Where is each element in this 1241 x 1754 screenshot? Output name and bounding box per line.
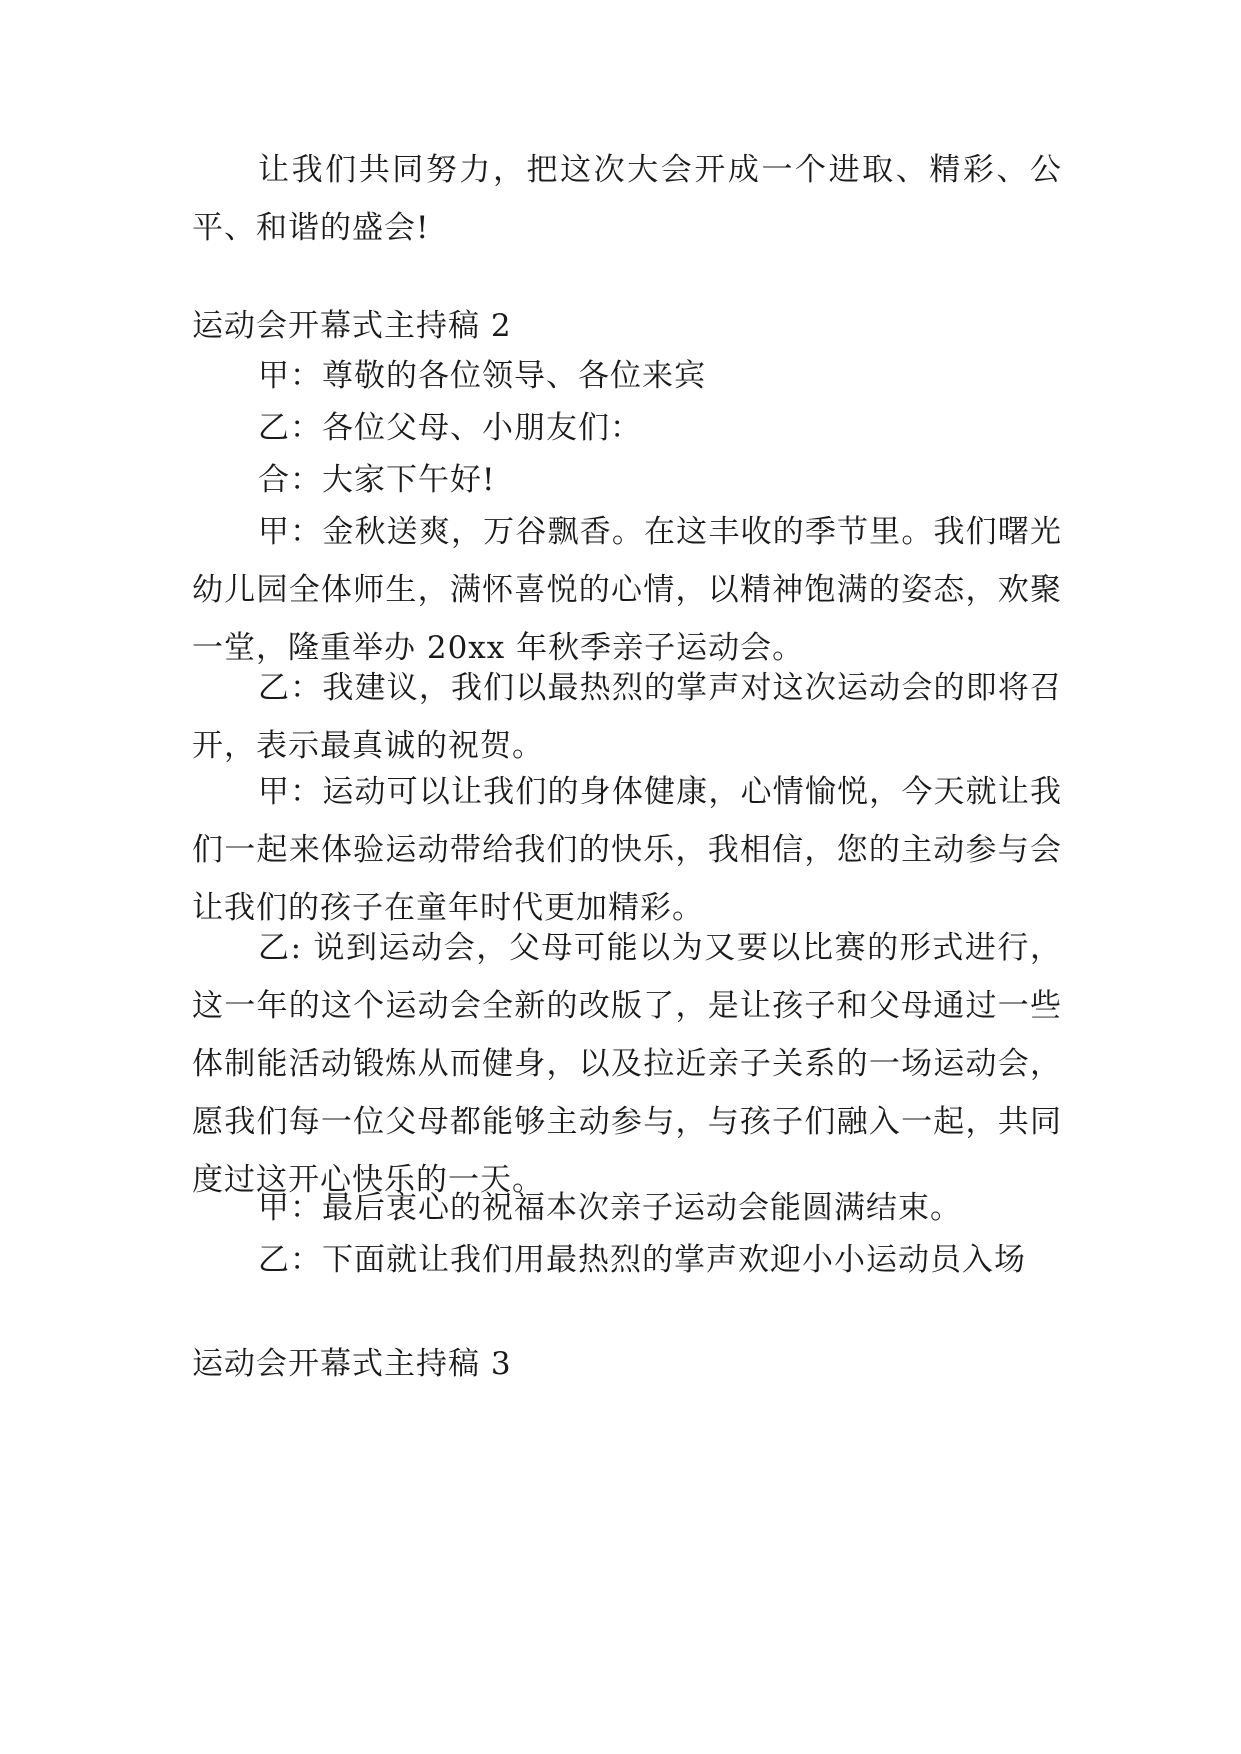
dialogue-paragraph: 乙: 说到运动会，父母可能以为又要以比赛的形式进行，这一年的这个运动会全新的改版了，是让孩子和父母通过一些体制能活动锻炼从而健身，以及拉近亲子关系的一场运动会，愿我们每一位父母都能够主动参与，与孩子们融入一起，共同度过这开心快乐的一天。 [192,930,1062,1198]
dialogue-line: 乙：各位父母、小朋友们： [258,410,642,446]
dialogue-paragraph: 乙：我建议，我们以最热烈的掌声对这次运动会的即将召开，表示最真诚的祝贺。 [192,670,1062,764]
dialogue-line: 甲：最后衷心的祝福本次亲子运动会能圆满结束。 [258,1190,962,1226]
section-heading-3: 运动会开幕式主持稿 3 [192,1346,512,1382]
dialogue-paragraph: 甲：运动可以让我们的身体健康，心情愉悦，今天就让我们一起来体验运动带给我们的快乐，我相信，您的主动参与会让我们的孩子在童年时代更加精彩。 [192,774,1062,926]
dialogue-paragraph: 甲：金秋送爽，万谷飘香。在这丰收的季节里。我们曙光幼儿园全体师生，满怀喜悦的心情，以精神饱满的姿态，欢聚一堂，隆重举办 20xx 年秋季亲子运动会。 [192,514,1062,666]
intro-paragraph: 让我们共同努力，把这次大会开成一个进取、精彩、公平、和谐的盛会! [192,152,1062,246]
section-heading-2: 运动会开幕式主持稿 2 [192,308,512,344]
dialogue-line: 甲：尊敬的各位领导、各位来宾 [258,358,706,394]
dialogue-line: 乙：下面就让我们用最热烈的掌声欢迎小小运动员入场 [258,1242,1026,1278]
dialogue-line: 合：大家下午好! [258,462,496,498]
